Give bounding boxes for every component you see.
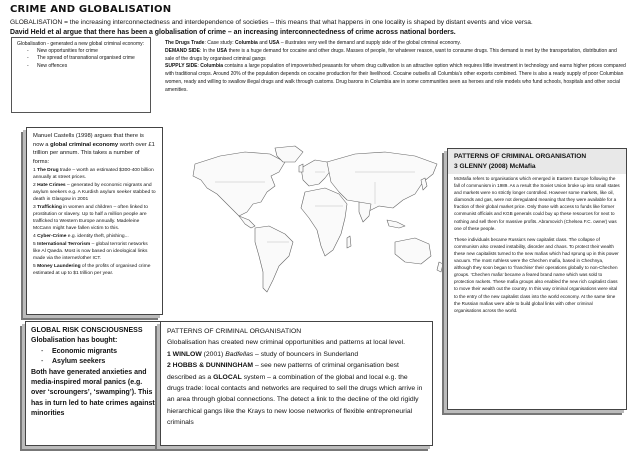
- north-america-shape: [193, 152, 285, 216]
- mcmafia-paragraph-2: These individuals became Russia’s new capitalist class. The collapse of communism also created instability, disorder and chaos. To protect their wealth these new capitalists turned to the new mafias which had sprung up in this power vacuum. The most ruthless were the Chechen mafia, based in Chechnya, although they soon began to ‘franchise’ their operations globally to non-Chechen groups. ‘Chechen mafia’ became a feared brand name which was sold to protection rackets. These mafia groups also enabled the new rich capitalist class to move their wealth out the country. In this way criminal organisations were vital to the entry of the new capitalist class into the world economy. At the same time the Russian mafias were able to build global links with other criminal organisations across the world.: [454, 236, 619, 313]
- drugs-trade-text: [165, 40, 627, 95]
- castells-form-2: 2 Hate Crimes – generated by economic migrants and asylum seekers e.g. A Kurdish asylum seeker stabbed to death in Glasgow in 2001: [33, 183, 156, 203]
- global-risk-heading: GLOBAL RISK CONSCIOUSNESS: [31, 327, 143, 334]
- castells-form-1: 1 The Drug trade – worth an estimated $300-400 billion annually at street prices.: [33, 168, 154, 181]
- castells-form-3: 3 Trafficking in women and children – often linked to prostitution or slavery. Up to half a million people are trafficked to Western Europe annually. Madeleine McCann might have fallen victim to this.: [33, 205, 149, 232]
- global-risk-subheading: Globalisation has bought:: [31, 337, 118, 345]
- australia-shape: [395, 238, 431, 264]
- uk-shape: [299, 164, 303, 172]
- mcmafia-header: [448, 149, 626, 174]
- mcmafia-heading-1: PATTERNS OF CRIMINAL ORGANISATION: [454, 153, 587, 160]
- intro-line-2: David Held et al argue that there has been a globalisation of crime – an increasing interconnectedness of crime across national borders.: [10, 29, 456, 36]
- castells-form-4: 4 Cyber-Crime e.g. identity theft, phishing...: [33, 234, 129, 240]
- page-title: CRIME AND GLOBALISATION: [10, 4, 172, 15]
- castells-form-5: 5 International Terrorism – global terrorist networks like Al Qaeda. Most is now based on ideological links made via the internet/other ICT.: [33, 242, 148, 262]
- europe-shape: [301, 160, 331, 186]
- globalisation-box: [11, 37, 151, 113]
- patterns-line-1: Globalisation has created new criminal opportunities and patterns at local level.: [167, 339, 406, 347]
- sea-islands-shape: [387, 220, 405, 228]
- new-zealand-shape: [437, 262, 443, 272]
- patterns-heading: PATTERNS OF CRIMINAL ORGANISATION: [167, 328, 302, 335]
- list-item: - Asylum seekers: [41, 357, 156, 367]
- world-map: [175, 142, 450, 302]
- list-item: - Economic migrants: [41, 347, 156, 357]
- mcmafia-box: [447, 148, 627, 410]
- patterns-box: [160, 321, 433, 446]
- global-risk-list: [41, 347, 156, 368]
- global-risk-box: [25, 321, 162, 446]
- intro-text: [10, 18, 630, 38]
- supply-side: SUPPLY SIDE: Columbia contains a large population of impoverished peasants for whom drug cultivation is an attractive option which requires little investment in technology and earns higher prices compared with traditional crops. Around 20% of the population depends on cocaine production for their livelihood. Cocaine outsells all Columbia’s other exports combined. There is also a ready supply of poor Columbian women, ready and willing to swallow illegal drugs and walk through customs. Drug barons in Columbia are in some communities seen as heroes and role models who fund schools, hospitals and other social amenities.: [165, 63, 626, 93]
- india-shape: [359, 202, 371, 222]
- list-item: - New opportunities for crime: [27, 48, 145, 55]
- globalisation-box-heading: Globalisation - generated a new global criminal economy:: [17, 41, 145, 47]
- castells-intro: Manuel Castells (1998) argues that there is now a global criminal economy worth over £1 trillion per annum. This takes a number of forms:: [33, 133, 155, 165]
- south-america-shape: [255, 226, 293, 292]
- drugs-trade-intro: The Drugs Trade: Case study: Columbia and USA – illustrates very well the demand and supply side of the global criminal economy.: [165, 40, 461, 46]
- list-item: - The spread of transnational organised crime: [27, 55, 145, 62]
- globalisation-box-list: [27, 48, 145, 70]
- demand-side: DEMAND SIDE: In the USA there is a huge demand for cocaine and other drugs. Masses of people, for whatever reason, want to consume drugs. This demand is met by the transportation, distribution and sale of the drugs by organised criminal gangs: [165, 47, 617, 62]
- patterns-hobbs: 2 HOBBS & DUNNINGHAM – see new patterns of criminal organisation best described as a GLOCAL system – a combination of the global and local e.g. the drugs trade: local contacts and networks are required to sell the drugs which arrive in an area through global connections. The detect a link to the decline of the old rigidly hierarchical gangs like the Krays to new loose networks of flexible entrepreneurial criminals: [167, 362, 423, 427]
- africa-shape: [301, 188, 347, 256]
- patterns-winlow: 1 WINLOW (2001) Badfellas – study of bouncers in Sunderland: [167, 350, 359, 358]
- castells-box: [26, 127, 163, 315]
- list-item: - New offences: [27, 63, 145, 70]
- madagascar-shape: [347, 236, 351, 248]
- central-america-shape: [239, 216, 255, 228]
- mcmafia-body: [448, 174, 626, 319]
- global-risk-body: Both have generated anxieties and media-inspired moral panics (e.g. over ‘scroungers’, ‘swamping’). This has in turn led to hate crimes against minorities: [31, 368, 155, 418]
- castells-form-6: 5 Money Laundering of the profits of organised crime estimated at up to $1 trillion per year.: [33, 264, 151, 277]
- mcmafia-paragraph-1: McMafia refers to organisations which emerged in Eastern Europe following the fall of communism in 1989. As a result the Soviet Union broke up into small states and markets were no strictly longer controlled. However some markets, like oil, diamonds and gas, were not deregulated meaning that they were available for a fraction of their global market price. Only those with access to funds like former communist officials and KGB generals could buy up these resources for next to nothing and sell them for massive profits. Abramovich (Chelsea F.C. owner) was one of these people.: [454, 176, 620, 231]
- intro-line-1: GLOBALISATION = the increasing interconnectedness and interdependence of societies – this means that what happens in one locality is shaped by distant events and vice versa.: [10, 19, 533, 26]
- mcmafia-heading-2: 3 GLENNY (2008) McMafia: [454, 162, 536, 170]
